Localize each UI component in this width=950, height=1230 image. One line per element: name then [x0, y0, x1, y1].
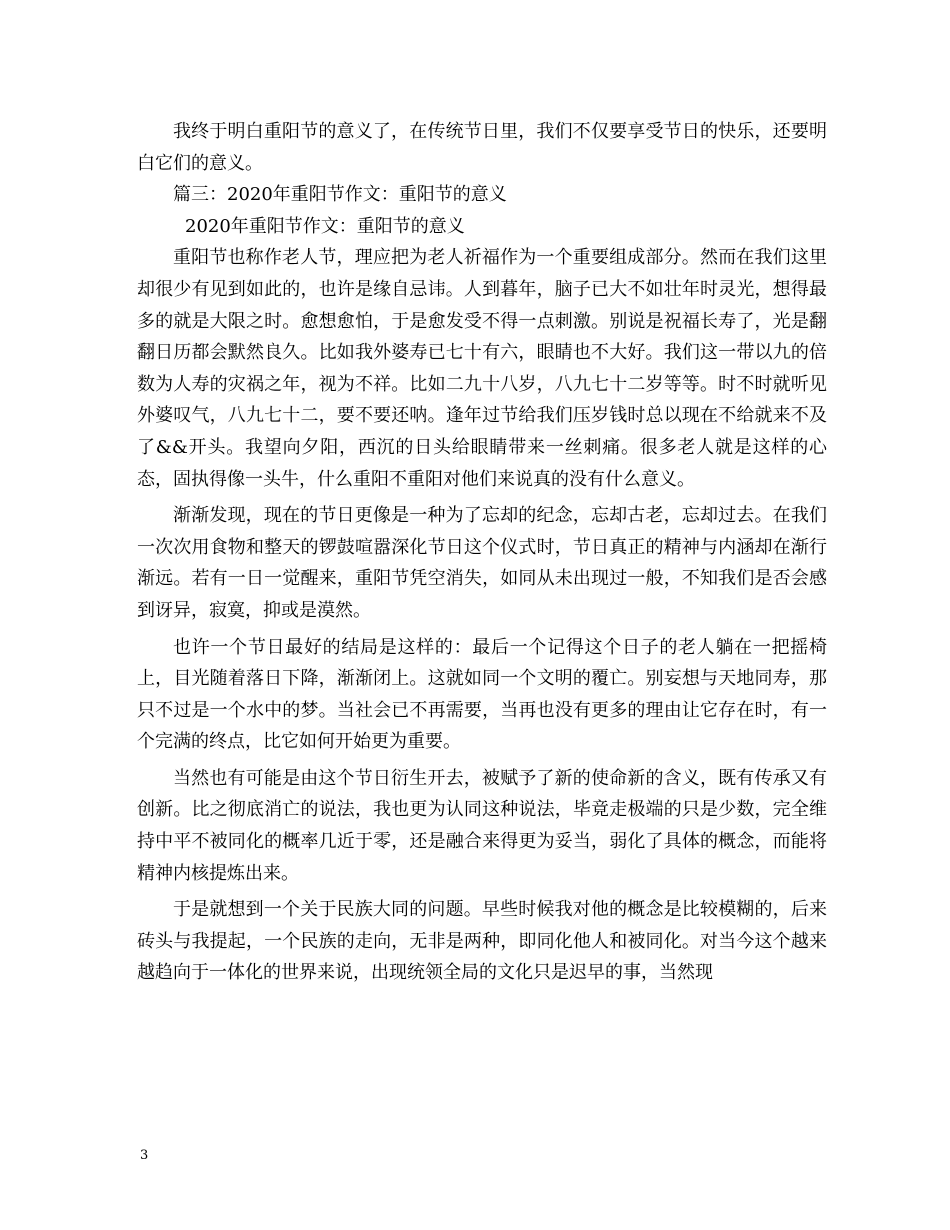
paragraph-elderly: 重阳节也称作老人节，理应把为老人祈福作为一个重要组成部分。然而在我们这里却很少有见到如此的，也许是缘自忌讳。人到暮年，脑子已大不如壮年时灵光，想得最多的就是大限之时。愈想愈怕，于是愈发受不得一点刺激。别说是祝福长寿了，光是翻翻日历都会默然良久。比如我外婆寿已七十有六，眼睛也不大好。我们这一带以九的倍数为人寿的灾祸之年，视为不祥。比如二九十八岁，八九七十二岁等等。时不时就听见外婆叹气，八九七十二，要不要还呐。逢年过节给我们压岁钱时总以现在不给就来不及了&&开头。我望向夕阳，西沉的日头给眼睛带来一丝刺痛。很多老人就是这样的心态，固执得像一头牛，什么重阳不重阳对他们来说真的没有什么意义。	[137, 247, 827, 490]
paragraph-ending: 也许一个节日最好的结局是这样的：最后一个记得这个日子的老人躺在一把摇椅上，目光随着落日下降，渐渐闭上。这就如同一个文明的覆亡。别妄想与天地同寿，那只不过是一个水中的梦。当社会已不再需要，当再也没有更多的理由让它存在时，有一个完满的终点，比它如何开始更为重要。	[137, 636, 827, 753]
essay-title: 2020年重阳节作文：重阳节的意义	[185, 215, 465, 237]
paragraph-unity: 于是就想到一个关于民族大同的问题。早些时候我对他的概念是比较模糊的，后来砖头与我提起，一个民族的走向，无非是两种，即同化他人和被同化。对当今这个越来越趋向于一体化的世界来说，出现统领全局的文化只是迟早的事，当然现	[137, 899, 827, 984]
paragraph-innovation: 当然也有可能是由这个节日衍生开去，被赋予了新的使命新的含义，既有传承又有创新。比之彻底消亡的说法，我也更为认同这种说法，毕竟走极端的只是少数，完全维持中平不被同化的概率几近于零，还是融合来得更为妥当，弱化了具体的概念，而能将精神内核提炼出来。	[137, 767, 827, 884]
page-number: 3	[140, 1148, 149, 1163]
document-body	[137, 116, 827, 989]
paragraph-conclusion: 我终于明白重阳节的意义了，在传统节日里，我们不仅要享受节日的快乐，还要明白它们的意义。	[137, 121, 827, 174]
paragraph-forgetting: 渐渐发现，现在的节日更像是一种为了忘却的纪念，忘却古老，忘却过去。在我们一次次用食物和整天的锣鼓喧嚣深化节日这个仪式时，节日真正的精神与内涵却在渐行渐远。若有一日一觉醒来，重阳节凭空消失，如同从未出现过一般，不知我们是否会感到讶异，寂寞，抑或是漠然。	[137, 505, 827, 621]
section-heading: 篇三：2020年重阳节作文：重阳节的意义	[173, 184, 507, 206]
